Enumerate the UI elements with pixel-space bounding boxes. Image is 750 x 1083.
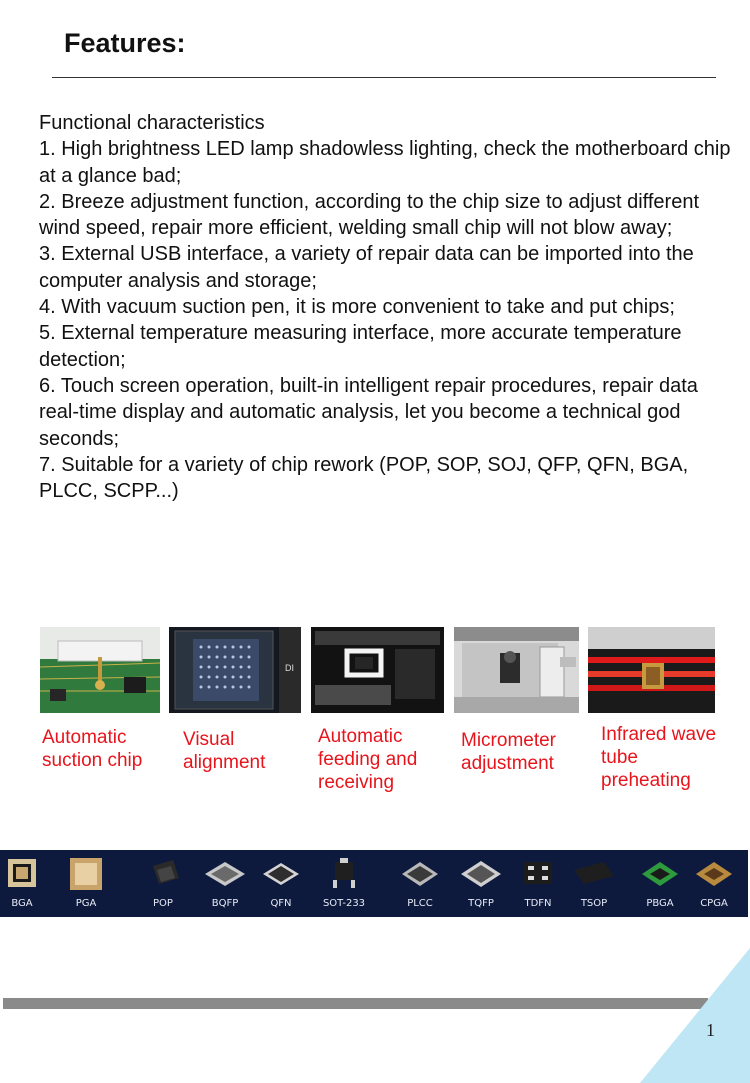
package-label: POP — [153, 898, 173, 909]
package-label: TDFN — [524, 898, 552, 909]
package-pbga — [630, 850, 690, 917]
sensor-label: DI — [285, 663, 294, 673]
features-intro: Functional characteristics — [39, 112, 265, 134]
package-bga — [0, 850, 52, 917]
package-label: SOT-233 — [322, 898, 366, 909]
infrared-preheating-photo — [588, 627, 715, 713]
package-label: BGA — [11, 898, 33, 909]
caption-suction-chip: Automatic suction chip — [42, 727, 143, 771]
feeding-receiving-photo — [311, 627, 444, 713]
footer-bar — [3, 998, 708, 1009]
feature-item: 7. Suitable for a variety of chip rework (POP, SOP, SOJ, QFP, QFN, BGA, PLCC, SCPP...) — [39, 453, 689, 503]
feature-item: 2. Breeze adjustment function, according to the chip size to adjust different wind speed, repair more efficient, welding small chip will not blow away; — [39, 190, 700, 240]
package-label: PLCC — [407, 898, 433, 909]
feature-item: 6. Touch screen operation, built-in intelligent repair procedures, repair data real-time display and automatic analysis, let you become a technical god seconds; — [39, 374, 698, 450]
page-heading: Features: — [64, 28, 186, 58]
package-tqfp — [451, 850, 511, 917]
package-tsop — [564, 850, 624, 917]
feature-item: 3. External USB interface, a variety of repair data can be imported into the computer analysis and storage; — [39, 243, 694, 292]
corner-decoration — [640, 948, 750, 1083]
caption-feeding-receiving: Automatic feeding and receiving — [318, 726, 418, 793]
suction-chip-photo — [40, 627, 160, 713]
package-label: TSOP — [580, 898, 608, 909]
micrometer-photo — [454, 627, 579, 713]
feature-item: 1. High brightness LED lamp shadowless lighting, check the motherboard chip at a glance bad; — [39, 138, 731, 187]
package-plcc — [390, 850, 450, 917]
caption-visual-alignment: Visual alignment — [183, 729, 266, 773]
visual-alignment-photo — [169, 627, 301, 713]
package-label: PBGA — [646, 898, 674, 909]
package-tdfn — [508, 850, 568, 917]
heading-divider — [52, 77, 716, 78]
caption-infrared-preheating: Infrared wave tube preheating — [601, 724, 717, 791]
page-number: 1 — [706, 1020, 715, 1040]
package-pga — [56, 850, 116, 917]
package-bqfp — [195, 850, 255, 917]
package-label: PGA — [75, 898, 97, 909]
feature-item: 4. With vacuum suction pen, it is more convenient to take and put chips; — [39, 296, 675, 319]
package-pop — [133, 850, 193, 917]
package-label: TQFP — [468, 898, 494, 909]
package-cpga — [684, 850, 744, 917]
caption-micrometer: Micrometer adjustment — [461, 730, 557, 774]
features-text — [39, 110, 739, 504]
feature-item: 5. External temperature measuring interface, more accurate temperature detection; — [39, 322, 682, 371]
chip-package-banner — [0, 850, 748, 917]
package-qfn — [251, 850, 311, 917]
package-label: BQFP — [211, 898, 239, 909]
package-sot-233 — [314, 850, 374, 917]
package-label: CPGA — [700, 898, 728, 909]
feature-photos — [40, 627, 720, 713]
package-label: QFN — [270, 898, 292, 909]
